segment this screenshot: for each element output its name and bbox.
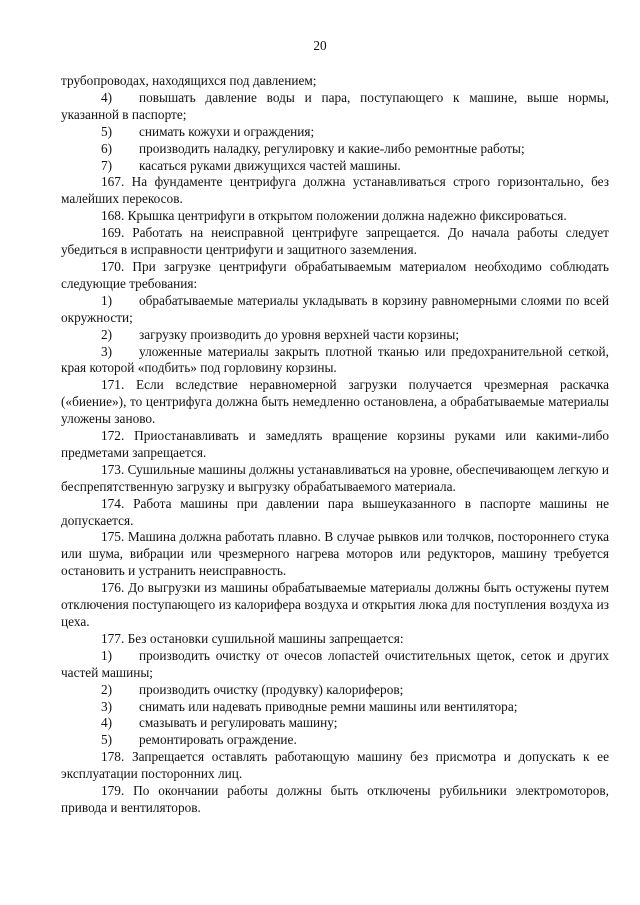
list-item-text: уложенные материалы закрыть плотной тканью или предохранительной сеткой, края которой «подбить» под горловину корзины. — [61, 343, 609, 376]
list-item-number: 2) — [101, 681, 113, 697]
numbered-paragraph: 171. Если вследствие неравномерной загрузки получается чрезмерная раскачка («биение»), то центрифуга должна быть немедленно остановлена, а обрабатываемые материалы уложены заново. — [61, 377, 609, 427]
numbered-paragraph: 170. При загрузке центрифуги обрабатываемым материалом необходимо соблюдать следующие требования: — [61, 258, 609, 291]
numbered-paragraph: 169. Работать на неисправной центрифуге запрещается. До начала работы следует убедиться в исправности центрифуги и защитного заземления. — [61, 225, 609, 258]
list-item — [61, 715, 609, 732]
list-item-number: 5) — [101, 732, 113, 748]
list-item-text: повышать давление воды и пара, поступающего к машине, выше нормы, указанной в паспорте; — [61, 89, 609, 122]
list-item — [61, 141, 609, 158]
numbered-paragraph: 173. Сушильные машины должны устанавливаться на уровне, обеспечивающем легкую и беспрепятственную загрузку и выгрузку обрабатываемого материала. — [61, 461, 609, 494]
list-item-number: 3) — [101, 343, 113, 359]
list-item — [61, 682, 609, 699]
numbered-paragraph: 168. Крышка центрифуги в открытом положении должна надежно фиксироваться. — [101, 208, 567, 224]
numbered-paragraph: 174. Работа машины при давлении пара вышеуказанного в паспорте машины не допускается. — [61, 495, 609, 528]
list-item — [61, 344, 609, 378]
list-item-number: 1) — [101, 292, 113, 308]
list-item-number: 3) — [101, 698, 113, 714]
list-item-number: 6) — [101, 140, 113, 156]
numbered-paragraph: 167. На фундаменте центрифуга должна устанавливаться строго горизонтально, без малейших перекосов. — [61, 174, 609, 207]
paragraph-continuation: трубопроводах, находящихся под давлением; — [61, 73, 317, 88]
list-item-text: снимать кожухи и ограждения; — [139, 123, 315, 139]
list-item — [61, 158, 609, 175]
numbered-paragraph: 176. До выгрузки из машины обрабатываемые материалы должны быть остужены путем отключения поступающего из калорифера воздуха и открытия люка для поступления воздуха из цеха. — [61, 580, 609, 629]
list-item — [61, 732, 609, 749]
list-item-text: производить наладку, регулировку и какие-либо ремонтные работы; — [139, 140, 525, 156]
list-item-number: 2) — [101, 326, 113, 342]
numbered-paragraph: 178. Запрещается оставлять работающую машину без присмотра и допускать к ее эксплуатации посторонних лиц. — [61, 749, 609, 782]
numbered-paragraph: 177. Без остановки сушильной машины запрещается: — [101, 630, 404, 646]
numbered-paragraph: 172. Приостанавливать и замедлять вращение корзины руками или какими-либо предметами запрещается. — [61, 428, 609, 460]
list-item-number: 4) — [101, 715, 113, 731]
list-item — [61, 648, 609, 682]
list-item-text: ремонтировать ограждение. — [139, 732, 297, 748]
document-body — [61, 73, 609, 817]
list-item-text: производить очистку от очесов лопастей очистительных щеток, сеток и других частей машины; — [61, 647, 609, 680]
list-item-number: 1) — [101, 647, 113, 663]
list-item — [61, 90, 609, 124]
list-item-number: 7) — [101, 157, 113, 173]
numbered-paragraph: 179. По окончании работы должны быть отключены рубильники электромоторов, привода и вентиляторов. — [61, 783, 609, 815]
list-item-text: касаться руками движущихся частей машины. — [139, 157, 401, 173]
list-item — [61, 699, 609, 716]
list-item — [61, 293, 609, 327]
list-item-text: обрабатываемые материалы укладывать в корзину равномерными слоями по всей окружности; — [61, 292, 609, 325]
list-item-text: производить очистку (продувку) калориферов; — [139, 681, 404, 697]
list-item-text: снимать или надевать приводные ремни машины или вентилятора; — [139, 698, 518, 714]
list-item-text: смазывать и регулировать машину; — [139, 715, 338, 731]
list-item-number: 5) — [101, 123, 113, 139]
numbered-paragraph: 175. Машина должна работать плавно. В случае рывков или толчков, постороннего стука или шума, вибрации или чрезмерного нагрева моторов или редукторов, машину требуется остановить и устранить неисправность. — [61, 529, 609, 579]
list-item-number: 4) — [101, 89, 113, 105]
list-item — [61, 124, 609, 141]
list-item-text: загрузку производить до уровня верхней части корзины; — [139, 326, 460, 342]
page-number: 20 — [313, 38, 327, 53]
list-item — [61, 327, 609, 344]
